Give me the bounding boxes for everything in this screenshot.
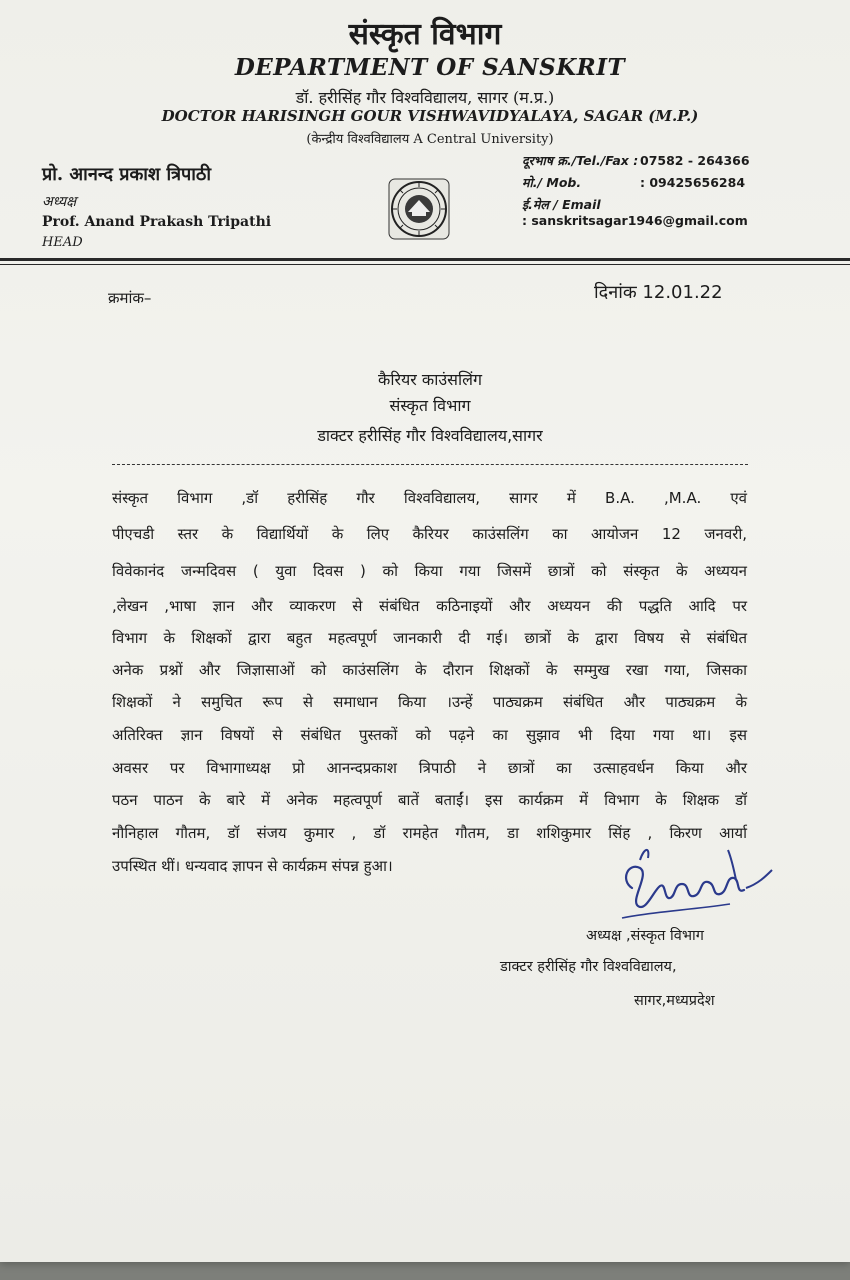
central-university-line: (केन्द्रीय विश्वविद्यालय A Central University) [306, 132, 554, 147]
header-rule-thick [0, 258, 850, 261]
body-line: अतिरिक्त ज्ञान विषयों से संबंधित पुस्तकों को पढ़ने का सुझाव भी दिया गया था। इस [112, 726, 747, 744]
letter-title-line-3: डाक्टर हरीसिंह गौर विश्वविद्यालय,सागर [317, 426, 543, 445]
head-role-hindi: अध्यक्ष [42, 194, 77, 210]
tel-label: दूरभाष क्र./Tel./Fax : [522, 153, 639, 168]
reference-label: क्रमांक– [108, 289, 152, 307]
head-name-english: Prof. Anand Prakash Tripathi [42, 214, 272, 230]
body-line: विवेकानंद जन्मदिवस ( युवा दिवस ) को किया गया जिसमें छात्रों को संस्कृत के अध्ययन [112, 562, 747, 580]
body-line: पठन पाठन के बारे में अनेक महत्वपूर्ण बातें बताईं। इस कार्यक्रम में विभाग के शिक्षक डॉ [112, 791, 747, 809]
body-line: अवसर पर विभागाध्यक्ष प्रो आनन्दप्रकाश त्रिपाठी ने छात्रों का उत्साहवर्धन किया और [112, 759, 747, 777]
contact-tel [522, 152, 750, 169]
signatory-designation: अध्यक्ष ,संस्कृत विभाग [586, 928, 704, 944]
university-seal-icon [388, 178, 450, 240]
title-divider [112, 464, 748, 465]
letter-title-line-1: कैरियर काउंसलिंग [378, 370, 482, 389]
body-line: शिक्षकों ने समुचित रूप से समाधान किया ।उन्हें पाठ्यक्रम संबंधित और पाठ्यक्रम के [112, 693, 747, 711]
head-name-hindi: प्रो. आनन्द प्रकाश त्रिपाठी [42, 164, 212, 185]
contact-email [522, 196, 850, 228]
body-line: संस्कृत विभाग ,डॉ हरीसिंह गौर विश्वविद्यालय, सागर में B.A. ,M.A. एवं [112, 489, 747, 507]
body-line: अनेक प्रश्नों और जिज्ञासाओं को काउंसलिंग के दौरान शिक्षकों के सम्मुख रखा गया, जिसका [112, 661, 747, 679]
header-rule-thin [0, 264, 850, 265]
letter-title-line-2: संस्कृत विभाग [389, 396, 471, 415]
signatory-location: सागर,मध्यप्रदेश [634, 993, 715, 1009]
body-line: विभाग के शिक्षकों द्वारा बहुत महत्वपूर्ण जानकारी दी गई। छात्रों के द्वारा विषय से संबंधित [112, 629, 747, 647]
university-name-english: DOCTOR HARISINGH GOUR VISHWAVIDYALAYA, SAGAR (M.P.) [161, 107, 699, 125]
dept-title-hindi: संस्कृत विभाग [348, 17, 502, 52]
body-line: नौनिहाल गौतम, डॉ संजय कुमार , डॉ रामहेत गौतम, डा शशिकुमार सिंह , किरण आर्या [112, 824, 747, 842]
mob-label: मो./ Mob. [522, 175, 582, 190]
body-line: ,लेखन ,भाषा ज्ञान और व्याकरण से संबंधित कठिनाइयों और अध्ययन की पद्धति आदि पर [112, 597, 747, 615]
email-label: ई.मेल / Email [522, 197, 601, 212]
body-line: उपस्थित थीं। धन्यवाद ज्ञापन से कार्यक्रम संपन्न हुआ। [112, 857, 393, 875]
signatory-university: डाक्टर हरीसिंह गौर विश्वविद्यालय, [500, 959, 677, 975]
handwritten-signature [610, 840, 780, 930]
letter-date: दिनांक 12.01.22 [594, 282, 723, 303]
body-line: पीएचडी स्तर के विद्यार्थियों के लिए कैरियर काउंसलिंग का आयोजन 12 जनवरी, [112, 525, 747, 543]
mob-value: : 09425656284 [640, 175, 746, 190]
contact-mob [522, 174, 745, 191]
head-role-english: HEAD [42, 235, 83, 250]
tel-value: 07582 - 264366 [640, 153, 750, 168]
email-value: : sanskritsagar1946@gmail.com [522, 213, 748, 228]
dept-title-english: DEPARTMENT OF SANSKRIT [234, 54, 626, 81]
university-name-hindi: डॉ. हरीसिंह गौर विश्वविद्यालय, सागर (म.प्र.) [295, 88, 555, 107]
